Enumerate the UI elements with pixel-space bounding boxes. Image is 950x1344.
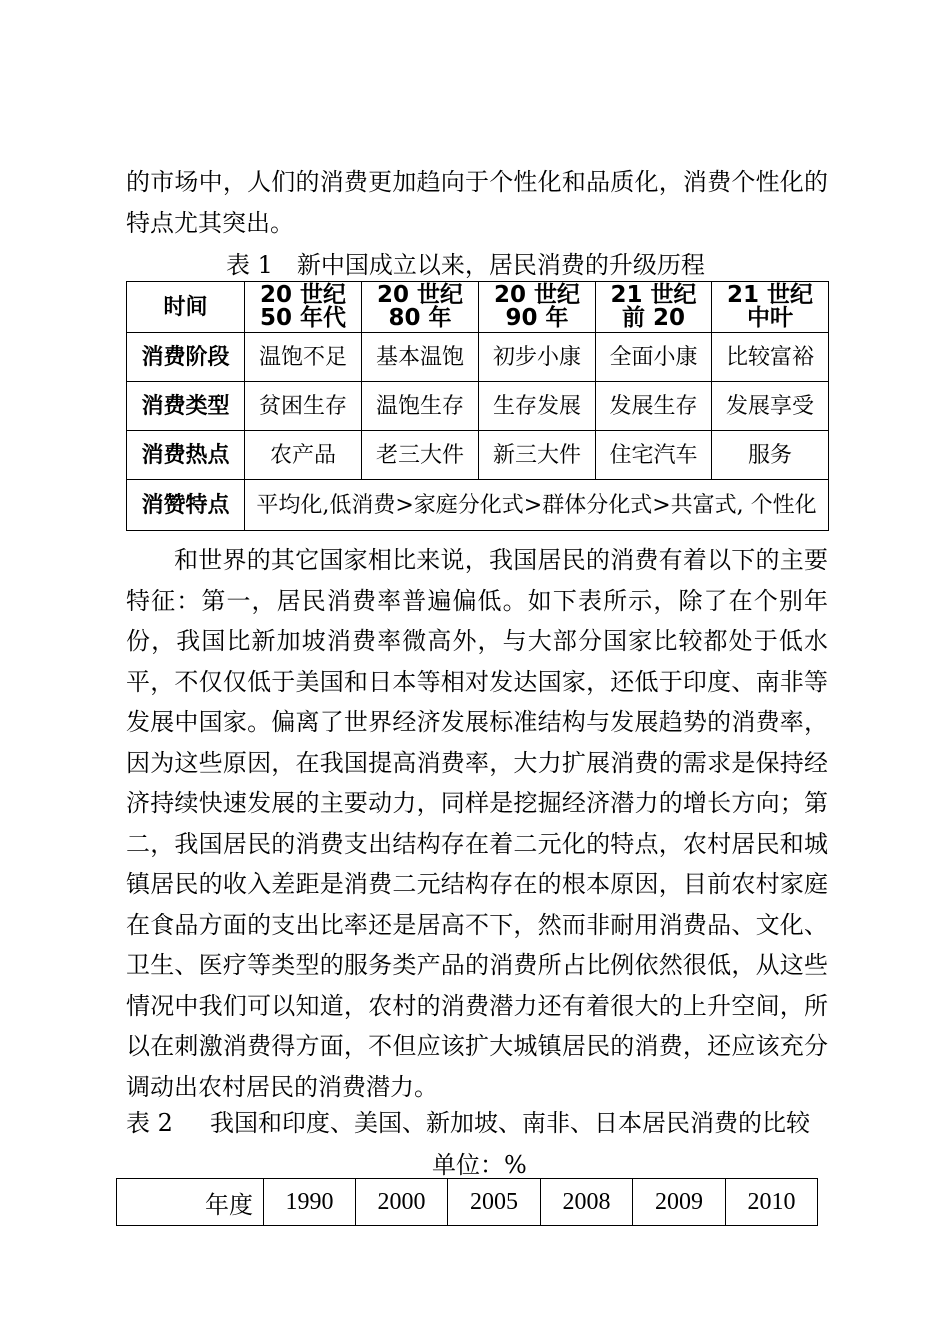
table2-caption-text: 我国和印度、美国、新加坡、南非、日本居民消费的比较	[210, 1109, 810, 1137]
table-cell: 农产品	[245, 431, 362, 480]
table1-caption: 表 1 新中国成立以来，居民消费的升级历程	[226, 251, 705, 279]
year-cell: 2005	[448, 1179, 541, 1226]
table2-header-row	[117, 1179, 818, 1226]
intro-paragraph: 的市场中，人们的消费更加趋向于个性化和品质化，消费个性化的特点尤其突出。	[126, 168, 828, 237]
table2-unit-label: 单位：%	[432, 1151, 527, 1179]
table-cell: 发展享受	[712, 382, 829, 431]
table-cell: 新三大件	[479, 431, 596, 480]
header-cell-period: 20 世纪 90 年	[479, 282, 596, 333]
table-cell: 基本温饱	[362, 333, 479, 382]
header-cell-period: 21 世纪中叶	[712, 282, 829, 333]
table2-caption	[126, 1108, 828, 1138]
year-cell: 2010	[726, 1179, 818, 1226]
header-cell-time: 时间	[127, 282, 245, 333]
header-cell-period: 20 世纪 50 年代	[245, 282, 362, 333]
body-paragraph: 和世界的其它国家相比来说，我国居民的消费有着以下的主要特征：第一，居民消费率普遍偏低。如下表所示，除了在个别年份，我国比新加坡消费率微高外，与大部分国家比较都处于低水平，不仅仅低于美国和日本等相对发达国家，还低于印度、南非等发展中国家。偏离了世界经济发展标准结构与发展趋势的消费率，因为这些原因，在我国提高消费率，大力扩展消费的需求是保持经济持续快速发展的主要动力，同样是挖掘经济潜力的增长方向；第二，我国居民的消费支出结构存在着二元化的特点，农村居民和城镇居民的收入差距是消费二元结构存在的根本原因，目前农村家庭在食品方面的支出比率还是居高不下，然而非耐用消费品、文化、卫生、医疗等类型的服务类产品的消费所占比例依然很低，从这些情况中我们可以知道，农村的消费潜力还有着很大的上升空间，所以在刺激消费得方面，不但应该扩大城镇居民的消费，还应该充分调动出农村居民的消费潜力。	[126, 546, 828, 1101]
year-cell: 2008	[541, 1179, 633, 1226]
table2-caption-number: 表 2	[126, 1109, 173, 1137]
year-cell: 2000	[356, 1179, 448, 1226]
year-header-label: 年度	[117, 1179, 264, 1226]
table-cell: 温饱生存	[362, 382, 479, 431]
table-cell: 初步小康	[479, 333, 596, 382]
table-cell: 服务	[712, 431, 829, 480]
table-row	[127, 382, 829, 431]
table-cell: 发展生存	[596, 382, 712, 431]
table-cell: 生存发展	[479, 382, 596, 431]
header-cell-period: 20 世纪 80 年	[362, 282, 479, 333]
consumption-upgrade-table	[126, 281, 829, 531]
consumption-comparison-table	[116, 1178, 818, 1226]
table-cell: 老三大件	[362, 431, 479, 480]
year-cell: 1990	[264, 1179, 356, 1226]
header-cell-period: 21 世纪前 20	[596, 282, 712, 333]
table-cell: 贫困生存	[245, 382, 362, 431]
table-cell: 温饱不足	[245, 333, 362, 382]
row-label: 消费类型	[127, 382, 245, 431]
year-cell: 2009	[633, 1179, 726, 1226]
row-label: 消费阶段	[127, 333, 245, 382]
table-cell-merged: 平均化,低消费>家庭分化式>群体分化式>共富式, 个性化	[245, 480, 829, 531]
table-cell: 比较富裕	[712, 333, 829, 382]
row-label: 消费热点	[127, 431, 245, 480]
table-row	[127, 333, 829, 382]
table-row	[127, 431, 829, 480]
table-cell: 全面小康	[596, 333, 712, 382]
table1-header-row	[127, 282, 829, 333]
table-row	[127, 480, 829, 531]
row-label: 消赞特点	[127, 480, 245, 531]
table-cell: 住宅汽车	[596, 431, 712, 480]
